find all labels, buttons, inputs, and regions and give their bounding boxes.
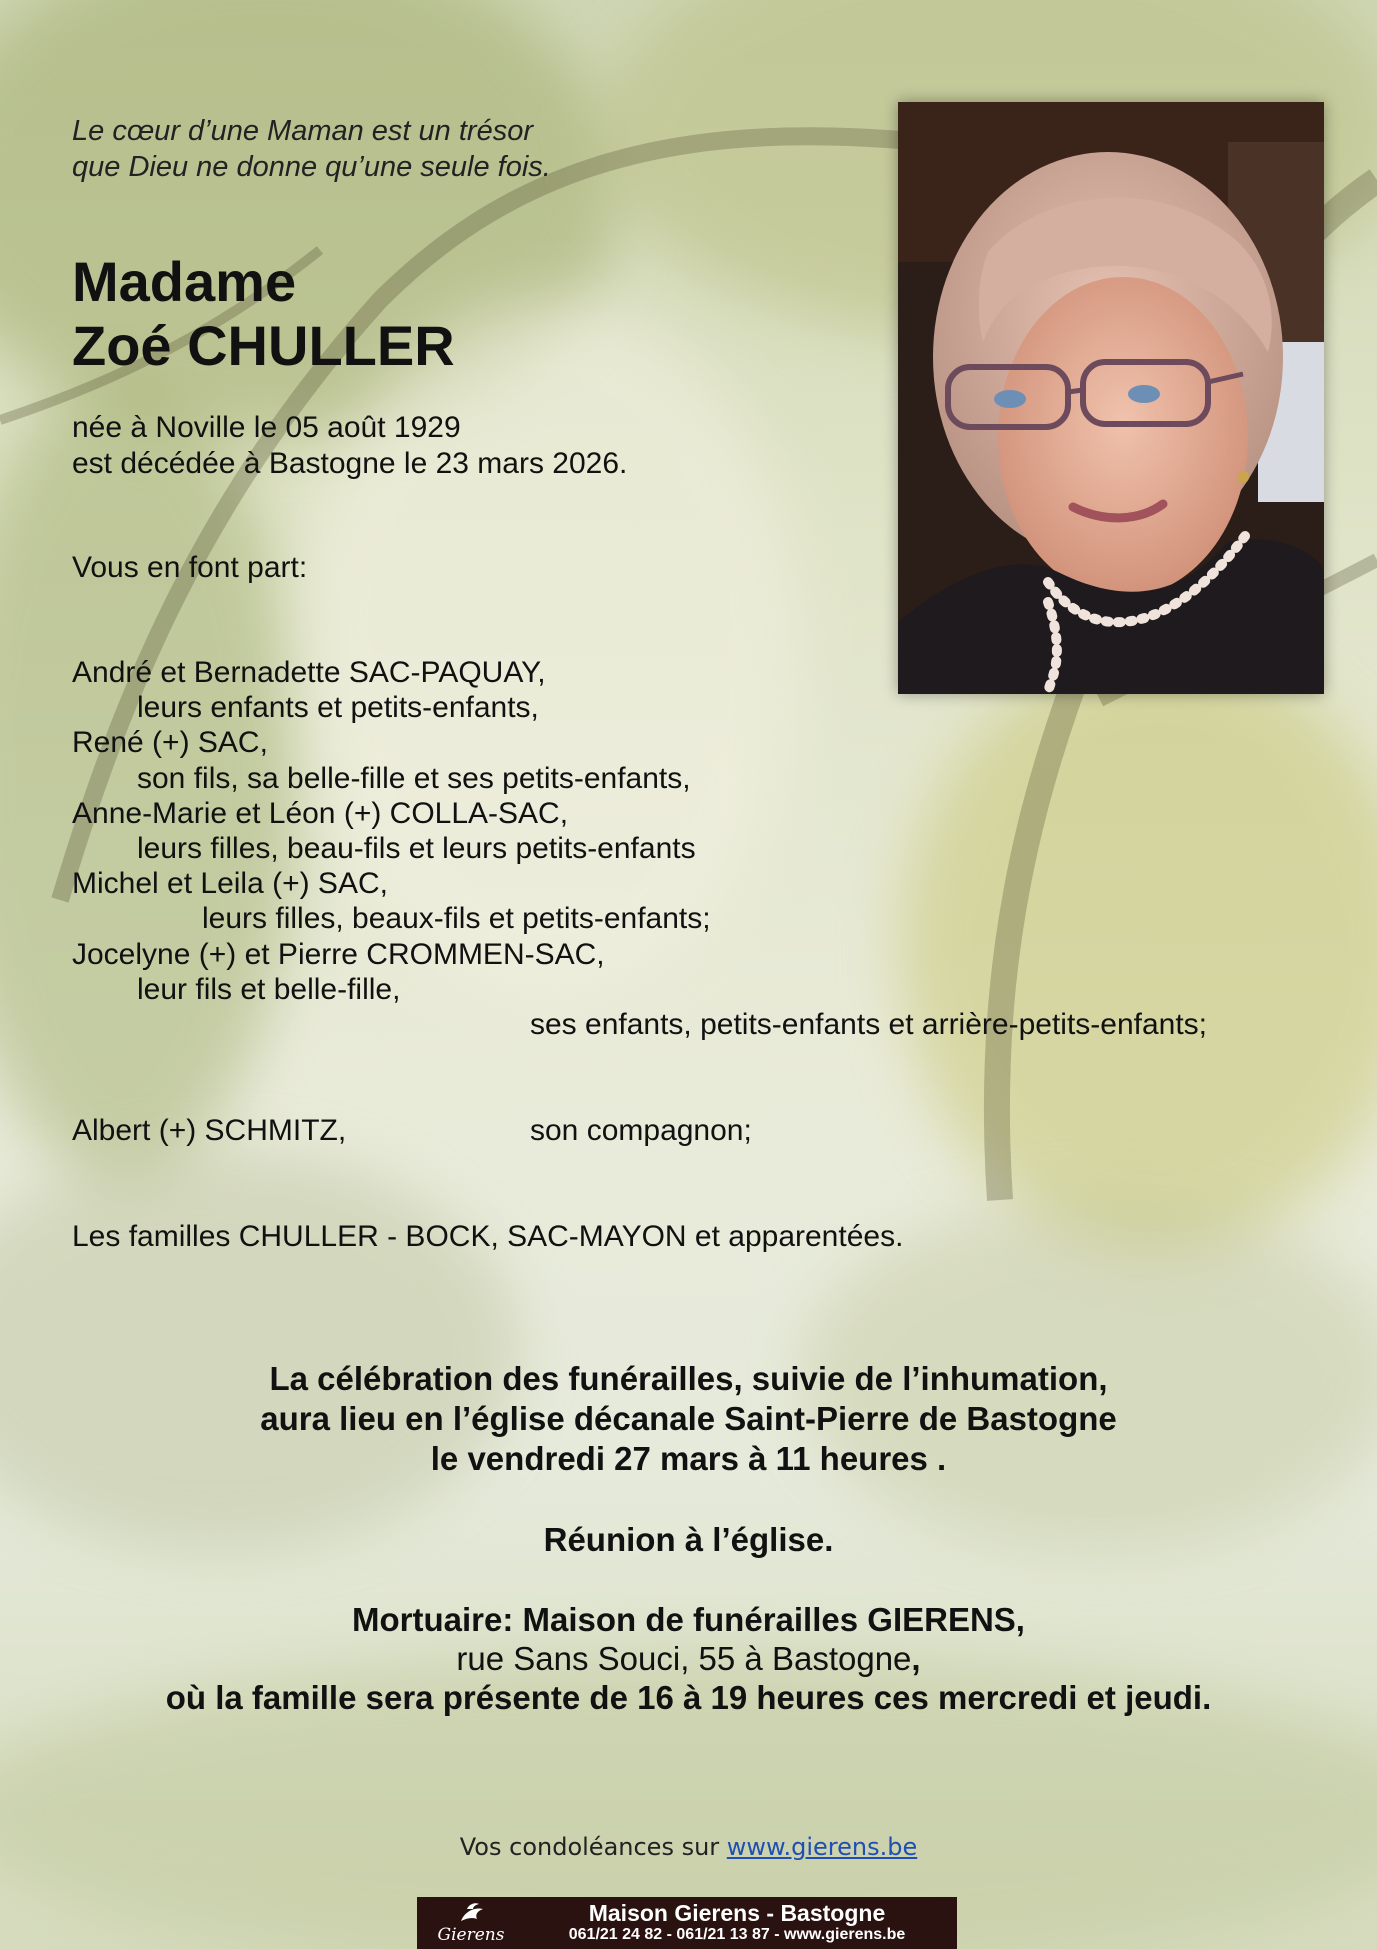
death-line: est décédée à Bastogne le 23 mars 2026. — [72, 447, 628, 480]
family-line: René (+) SAC, — [72, 726, 268, 760]
ceremony-line-2: aura lieu en l’église décanale Saint-Pierre de Bastogne — [260, 1400, 1117, 1437]
family-list — [72, 655, 1312, 1042]
birth-line: née à Noville le 05 août 1929 — [72, 411, 461, 444]
condolences-link[interactable]: www.gierens.be — [726, 1833, 918, 1861]
life-dates — [72, 410, 627, 482]
family-line: leurs filles, beaux-fils et petits-enfants; — [202, 902, 711, 936]
dove-icon — [431, 1901, 511, 1927]
deceased-title: Madame — [72, 250, 297, 313]
ceremony-info — [0, 1359, 1377, 1479]
condolences-text: Vos condoléances sur — [459, 1833, 727, 1861]
mortuaire-address-line — [0, 1639, 1377, 1678]
families-line: Les familles CHULLER - BOCK, SAC-MAYON et apparentées. — [72, 1220, 904, 1253]
companion-role: son compagnon; — [530, 1114, 752, 1147]
family-summary: ses enfants, petits-enfants et arrière-petits-enfants; — [530, 1008, 1208, 1042]
banner-title: Maison Gierens - Bastogne — [588, 1900, 886, 1926]
quote — [72, 113, 551, 185]
reunion-text: Réunion à l’église. — [543, 1521, 834, 1558]
mortuaire-line-3: où la famille sera présente de 16 à 19 heures ces mercredi et jeudi. — [165, 1679, 1212, 1716]
logo-text: Gierens — [437, 1925, 505, 1945]
deceased-name — [72, 250, 455, 378]
intro-text: Vous en font part: — [72, 551, 308, 584]
ceremony-line-3: le vendredi 27 mars à 11 heures . — [430, 1440, 947, 1477]
condolences-line — [0, 1833, 1377, 1861]
family-line: André et Bernadette SAC-PAQUAY, — [72, 656, 546, 689]
family-line: leurs enfants et petits-enfants, — [137, 691, 539, 725]
portrait-photo — [898, 102, 1324, 694]
mortuaire-address-comma: , — [911, 1640, 921, 1677]
family-line: leur fils et belle-fille, — [137, 972, 401, 1006]
companion-line — [72, 1113, 972, 1149]
mortuaire-address: rue Sans Souci, 55 à Bastogne — [456, 1640, 912, 1677]
family-line: Michel et Leila (+) SAC, — [72, 867, 388, 901]
family-line: son fils, sa belle-fille et ses petits-enfants, — [137, 761, 691, 795]
ceremony-line-1: La célébration des funérailles, suivie de l’inhumation, — [269, 1360, 1108, 1397]
banner-phones: 061/21 24 82 - 061/21 13 87 - www.gierens.be — [568, 1926, 906, 1943]
quote-line-2: que Dieu ne donne qu’une seule fois. — [72, 151, 551, 183]
family-line: Jocelyne (+) et Pierre CROMMEN-SAC, — [72, 937, 605, 971]
gierens-logo — [431, 1901, 511, 1945]
mortuaire-info — [0, 1600, 1377, 1717]
quote-line-1: Le cœur d’une Maman est un trésor — [72, 115, 533, 147]
family-line: Anne-Marie et Léon (+) COLLA-SAC, — [72, 796, 569, 830]
mortuaire-line-1: Mortuaire: Maison de funérailles GIERENS, — [352, 1601, 1025, 1638]
companion-name: Albert (+) SCHMITZ, — [72, 1114, 347, 1147]
funeral-home-banner — [417, 1897, 957, 1949]
family-line: leurs filles, beau-fils et leurs petits-enfants — [137, 832, 696, 866]
deceased-fullname: Zoé CHULLER — [72, 314, 455, 377]
